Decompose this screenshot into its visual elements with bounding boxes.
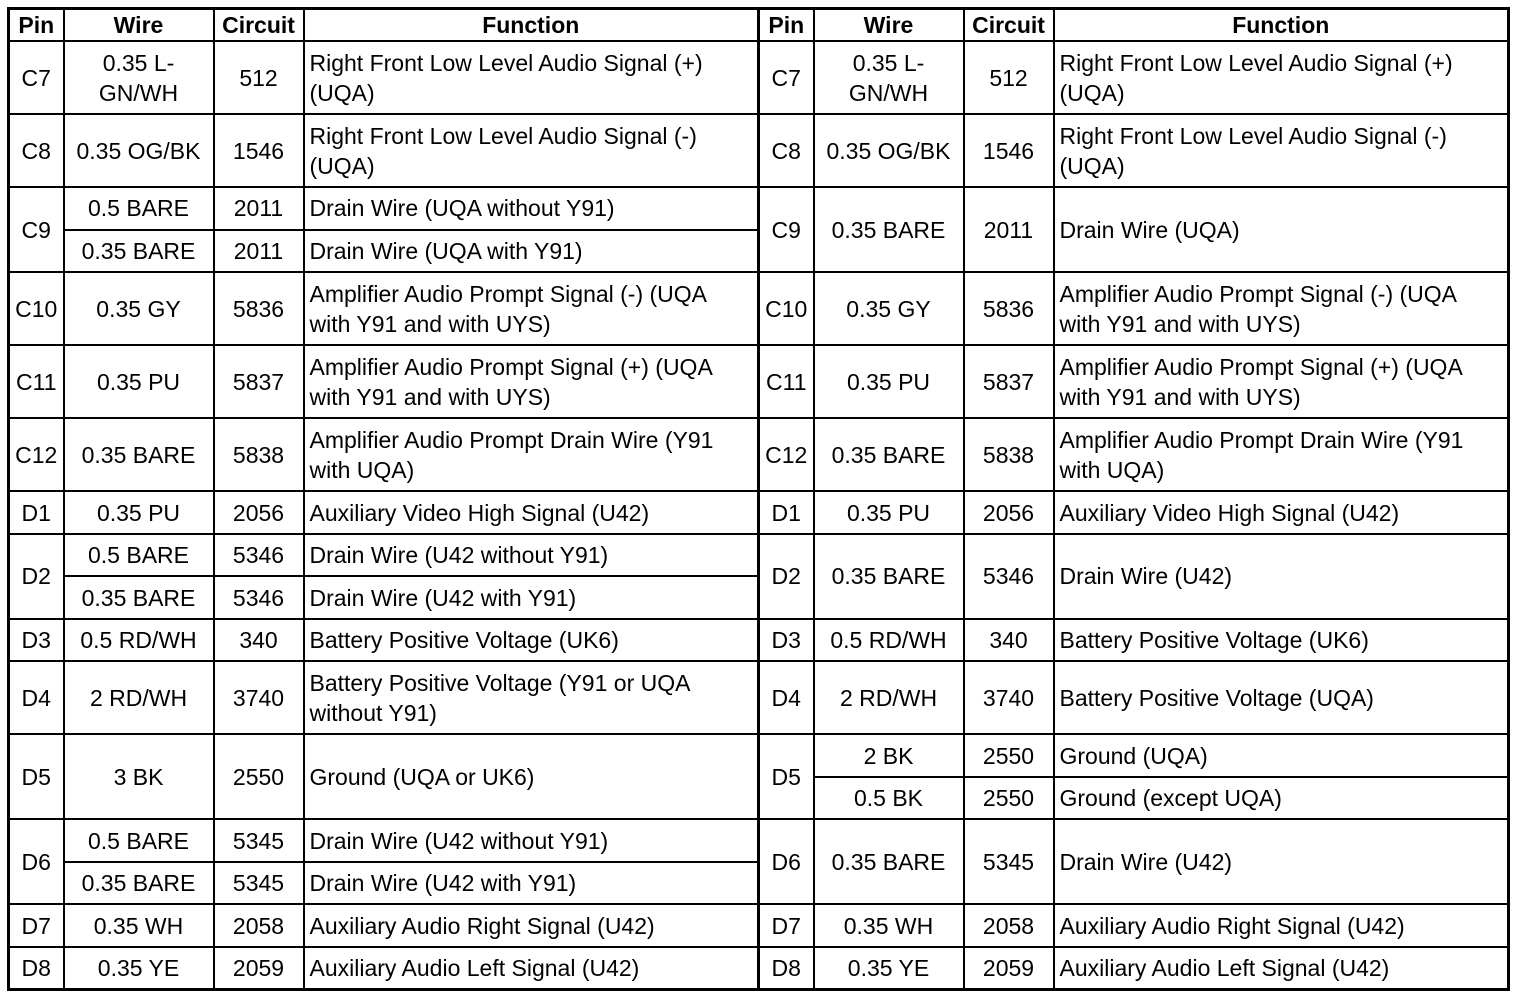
circuit-cell: 5838: [964, 418, 1054, 491]
table-body: [9, 41, 1509, 990]
circuit-cell: 5838: [214, 418, 304, 491]
wire-cell: 0.35 PU: [814, 345, 964, 418]
wire-cell: 0.35 WH: [64, 904, 214, 946]
table-row: [9, 187, 1509, 229]
circuit-cell: 5836: [964, 272, 1054, 345]
function-cell: Drain Wire (U42 with Y91): [304, 862, 759, 904]
wire-cell: 0.35 GY: [64, 272, 214, 345]
circuit-header: Circuit: [214, 9, 304, 42]
function-cell: Battery Positive Voltage (UK6): [1054, 619, 1509, 661]
pin-cell: D5: [759, 734, 814, 819]
wire-cell: 0.35 BARE: [64, 576, 214, 618]
wire-cell: 0.5 BARE: [64, 819, 214, 861]
circuit-cell: 2058: [964, 904, 1054, 946]
circuit-cell: 2059: [964, 947, 1054, 990]
function-cell: Amplifier Audio Prompt Drain Wire (Y91 with UQA): [304, 418, 759, 491]
circuit-header: Circuit: [964, 9, 1054, 42]
pin-cell: C11: [9, 345, 64, 418]
circuit-cell: 5346: [214, 576, 304, 618]
function-cell: Right Front Low Level Audio Signal (-) (UQA): [304, 114, 759, 187]
function-cell: Auxiliary Audio Right Signal (U42): [1054, 904, 1509, 946]
function-cell: Amplifier Audio Prompt Signal (+) (UQA with Y91 and with UYS): [304, 345, 759, 418]
circuit-cell: 2011: [964, 187, 1054, 272]
wire-cell: 0.35 L-GN/WH: [64, 41, 214, 114]
circuit-cell: 2056: [964, 491, 1054, 533]
pin-cell: D2: [759, 534, 814, 619]
circuit-cell: 3740: [214, 661, 304, 734]
pin-cell: D4: [9, 661, 64, 734]
function-header: Function: [304, 9, 759, 42]
wire-cell: 0.35 OG/BK: [814, 114, 964, 187]
pin-cell: C10: [9, 272, 64, 345]
circuit-cell: 2011: [214, 230, 304, 272]
wire-cell: 2 RD/WH: [814, 661, 964, 734]
function-cell: Drain Wire (U42 without Y91): [304, 534, 759, 576]
function-cell: Amplifier Audio Prompt Signal (-) (UQA with Y91 and with UYS): [304, 272, 759, 345]
pin-cell: D5: [9, 734, 64, 819]
wire-header: Wire: [64, 9, 214, 42]
pin-cell: C7: [9, 41, 64, 114]
pin-cell: C12: [759, 418, 814, 491]
function-cell: Right Front Low Level Audio Signal (+) (UQA): [304, 41, 759, 114]
circuit-cell: 3740: [964, 661, 1054, 734]
wire-cell: 0.35 PU: [814, 491, 964, 533]
table-row: [9, 345, 1509, 418]
circuit-cell: 2550: [964, 777, 1054, 819]
pin-cell: D7: [759, 904, 814, 946]
table-row: [9, 661, 1509, 734]
function-cell: Ground (UQA or UK6): [304, 734, 759, 819]
table-row: [9, 491, 1509, 533]
pin-cell: C8: [9, 114, 64, 187]
wire-cell: 0.5 RD/WH: [64, 619, 214, 661]
circuit-cell: 512: [214, 41, 304, 114]
pin-cell: D8: [759, 947, 814, 990]
header-row: [9, 9, 1509, 42]
pin-cell: D6: [9, 819, 64, 904]
table-row: [9, 619, 1509, 661]
wire-cell: 0.5 BARE: [64, 187, 214, 229]
circuit-cell: 5345: [964, 819, 1054, 904]
table-row: [9, 41, 1509, 114]
function-cell: Drain Wire (U42 with Y91): [304, 576, 759, 618]
pin-cell: C11: [759, 345, 814, 418]
pin-header: Pin: [9, 9, 64, 42]
circuit-cell: 2058: [214, 904, 304, 946]
function-cell: Battery Positive Voltage (UQA): [1054, 661, 1509, 734]
pin-cell: D3: [9, 619, 64, 661]
table-row: [9, 904, 1509, 946]
pin-header: Pin: [759, 9, 814, 42]
wire-header: Wire: [814, 9, 964, 42]
circuit-cell: 2059: [214, 947, 304, 990]
wire-cell: 0.35 GY: [814, 272, 964, 345]
wire-cell: 0.5 BK: [814, 777, 964, 819]
function-cell: Auxiliary Video High Signal (U42): [1054, 491, 1509, 533]
function-cell: Auxiliary Video High Signal (U42): [304, 491, 759, 533]
pin-cell: D7: [9, 904, 64, 946]
table-row: [9, 534, 1509, 576]
wire-cell: 0.35 BARE: [814, 534, 964, 619]
function-cell: Drain Wire (U42): [1054, 819, 1509, 904]
function-cell: Amplifier Audio Prompt Signal (-) (UQA with Y91 and with UYS): [1054, 272, 1509, 345]
pinout-table: [7, 7, 1510, 991]
pin-cell: D4: [759, 661, 814, 734]
function-cell: Drain Wire (UQA): [1054, 187, 1509, 272]
function-cell: Ground (except UQA): [1054, 777, 1509, 819]
circuit-cell: 512: [964, 41, 1054, 114]
function-cell: Drain Wire (U42 without Y91): [304, 819, 759, 861]
function-cell: Auxiliary Audio Left Signal (U42): [304, 947, 759, 990]
function-cell: Drain Wire (UQA without Y91): [304, 187, 759, 229]
circuit-cell: 5837: [964, 345, 1054, 418]
function-cell: Drain Wire (U42): [1054, 534, 1509, 619]
wire-cell: 0.5 RD/WH: [814, 619, 964, 661]
function-cell: Battery Positive Voltage (Y91 or UQA without Y91): [304, 661, 759, 734]
pin-cell: D3: [759, 619, 814, 661]
wire-cell: 0.35 PU: [64, 491, 214, 533]
wire-cell: 0.35 BARE: [814, 187, 964, 272]
circuit-cell: 5346: [214, 534, 304, 576]
function-cell: Amplifier Audio Prompt Signal (+) (UQA with Y91 and with UYS): [1054, 345, 1509, 418]
circuit-cell: 340: [964, 619, 1054, 661]
circuit-cell: 2011: [214, 187, 304, 229]
wire-cell: 0.35 YE: [814, 947, 964, 990]
circuit-cell: 5345: [214, 819, 304, 861]
wire-cell: 0.35 OG/BK: [64, 114, 214, 187]
table-row: [9, 734, 1509, 776]
circuit-cell: 1546: [214, 114, 304, 187]
pin-cell: C12: [9, 418, 64, 491]
function-cell: Right Front Low Level Audio Signal (-) (UQA): [1054, 114, 1509, 187]
circuit-cell: 5346: [964, 534, 1054, 619]
circuit-cell: 2056: [214, 491, 304, 533]
wire-cell: 0.35 BARE: [64, 862, 214, 904]
pin-cell: D1: [759, 491, 814, 533]
function-cell: Ground (UQA): [1054, 734, 1509, 776]
function-cell: Right Front Low Level Audio Signal (+) (UQA): [1054, 41, 1509, 114]
wire-cell: 3 BK: [64, 734, 214, 819]
wire-cell: 0.35 BARE: [814, 819, 964, 904]
table-row: [9, 947, 1509, 990]
function-cell: Auxiliary Audio Left Signal (U42): [1054, 947, 1509, 990]
wire-cell: 0.35 BARE: [64, 418, 214, 491]
wire-cell: 2 RD/WH: [64, 661, 214, 734]
wire-cell: 0.35 WH: [814, 904, 964, 946]
pin-cell: D2: [9, 534, 64, 619]
circuit-cell: 340: [214, 619, 304, 661]
pin-cell: C10: [759, 272, 814, 345]
circuit-cell: 5345: [214, 862, 304, 904]
pin-cell: C8: [759, 114, 814, 187]
pin-cell: D6: [759, 819, 814, 904]
pin-cell: C9: [9, 187, 64, 272]
table-row: [9, 418, 1509, 491]
circuit-cell: 1546: [964, 114, 1054, 187]
wire-cell: 0.35 PU: [64, 345, 214, 418]
wire-cell: 0.35 YE: [64, 947, 214, 990]
function-cell: Amplifier Audio Prompt Drain Wire (Y91 with UQA): [1054, 418, 1509, 491]
pin-cell: C7: [759, 41, 814, 114]
wire-cell: 0.35 BARE: [64, 230, 214, 272]
wire-cell: 0.35 BARE: [814, 418, 964, 491]
circuit-cell: 5836: [214, 272, 304, 345]
wire-cell: 0.5 BARE: [64, 534, 214, 576]
circuit-cell: 2550: [214, 734, 304, 819]
wire-cell: 2 BK: [814, 734, 964, 776]
function-header: Function: [1054, 9, 1509, 42]
function-cell: Auxiliary Audio Right Signal (U42): [304, 904, 759, 946]
circuit-cell: 2550: [964, 734, 1054, 776]
function-cell: Battery Positive Voltage (UK6): [304, 619, 759, 661]
pin-cell: C9: [759, 187, 814, 272]
wire-cell: 0.35 L-GN/WH: [814, 41, 964, 114]
table-row: [9, 819, 1509, 861]
pin-cell: D8: [9, 947, 64, 990]
table-row: [9, 272, 1509, 345]
circuit-cell: 5837: [214, 345, 304, 418]
pin-cell: D1: [9, 491, 64, 533]
function-cell: Drain Wire (UQA with Y91): [304, 230, 759, 272]
table-row: [9, 114, 1509, 187]
